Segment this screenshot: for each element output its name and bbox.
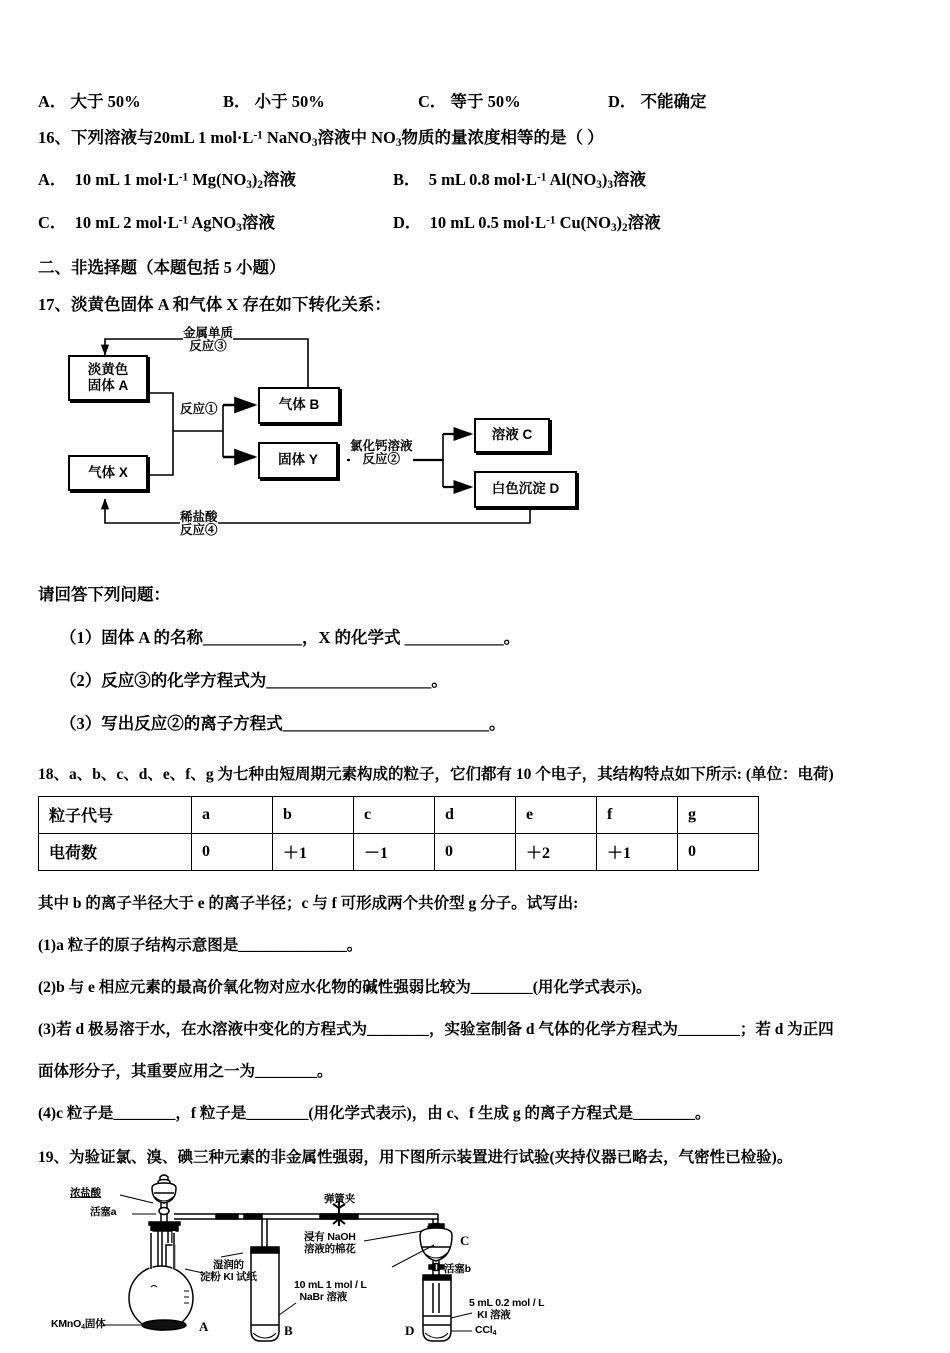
q16-option-b (393, 166, 748, 191)
flow-label-reaction-3-text: 反应③ (189, 339, 227, 354)
label-kmno4-solid (51, 1318, 106, 1331)
flow-label-reaction-1-text: 反应① (180, 401, 218, 416)
q15-option-d-letter: D． (608, 92, 637, 111)
q16-option-a-mid: ) (251, 170, 258, 190)
q16-option-d-sub2: 2 (622, 221, 628, 234)
flow-box-solid-y-label: 固体 Y (278, 452, 318, 468)
label-stopcock-a: 活塞a (90, 1205, 117, 1218)
q16-option-b-sub1: 3 (596, 179, 602, 192)
label-kmno4-sub: 4 (81, 1322, 85, 1331)
label-kmno4-text: KMnO (51, 1317, 82, 1330)
q16-option-d-formula: Cu(NO (559, 212, 611, 232)
q15-option-b-letter: B． (223, 92, 251, 111)
flow-label-cacl2-solution (350, 440, 413, 468)
label-tube-b: B (284, 1322, 293, 1338)
q16-option-c-sub1: 3 (236, 221, 242, 234)
section-2-title: 二、非选择题（本题包括 5 小题） (38, 257, 286, 277)
q16-option-d-tail: 溶液 (627, 212, 661, 232)
q18-sub-4: (4)c 粒子是________，f 粒子是________(用化学式表示)，由 c、f 生成 g 的离子方程式是________。 (38, 1104, 711, 1122)
q16-stem-part5: 物质的量浓度相等的是（ ） (401, 128, 604, 147)
q16-stem-sub2: 3 (395, 137, 402, 150)
q16-option-a-sub1: 3 (246, 179, 252, 192)
flow-label-metal-element-text: 金属单质 (183, 325, 234, 340)
q16-stem-part2: 20mL 1 mol·L (153, 128, 254, 147)
q16-option-c (38, 209, 393, 234)
q16-stem-part1: 下列溶液与 (71, 128, 154, 147)
label-ki-solution (469, 1297, 544, 1321)
table-cell-header-code: 粒子代号 (39, 796, 192, 833)
flow-box-solid-y (258, 442, 338, 479)
q16-option-d-mid: ) (616, 212, 623, 232)
q16-option-b-sup: -1 (536, 171, 547, 184)
table-cell-charge-d: 0 (435, 833, 516, 870)
q16-option-b-sub2: 3 (607, 179, 613, 192)
flow-label-reaction-1 (180, 403, 218, 417)
label-spring-clamp: 弹簧夹 (324, 1192, 355, 1205)
q17-prompt: 请回答下列问题： (38, 584, 170, 604)
q15-option-c-letter: C． (418, 92, 447, 111)
q16-option-a (38, 166, 393, 191)
label-naoh-cotton-line1: 浸有 NaOH (304, 1230, 356, 1243)
q16-stem-sub1: 3 (311, 137, 318, 150)
q16-option-b-letter: B． (393, 170, 421, 190)
label-ki-line2: KI 溶液 (477, 1308, 511, 1321)
flow-box-precipitate-d (474, 471, 577, 508)
q16-option-d-sup: -1 (546, 213, 556, 226)
q18-sub-2: (2)b 与 e 相应元素的最高价氧化物对应水化物的碱性强弱比较为________(用化学式表示)。 (38, 978, 652, 996)
table-row (39, 796, 759, 833)
q18-sub-3b: 面体形分子，其重要应用之一为________。 (38, 1062, 333, 1080)
label-bulb-c: C (460, 1232, 470, 1248)
q19-apparatus-diagram (48, 1173, 545, 1348)
q16-option-c-conc: 10 mL 2 mol·L (74, 212, 179, 232)
q17-flowchart (60, 327, 620, 537)
q16-stem-part4: 溶液中 NO (317, 128, 396, 147)
flow-box-gas-b (258, 387, 340, 424)
label-nabr-line1: 10 mL 1 mol / L (294, 1278, 367, 1291)
label-kmno4-tail: 固体 (84, 1317, 106, 1330)
apparatus-drawing (48, 1173, 518, 1348)
flow-box-solid-a (68, 355, 148, 401)
q16-stem-sup: -1 (253, 129, 263, 142)
q16-option-a-conc: 10 mL 1 mol·L (74, 170, 179, 190)
q16-option-b-mid: ) (601, 170, 608, 190)
flow-box-solution-c-label: 溶液 C (491, 427, 533, 443)
table-row (39, 833, 759, 870)
q15-option-d (608, 88, 808, 112)
q18-stem: 18、a、b、c、d、e、f、g 为七种由短周期元素构成的粒子，它们都有 10 个电子，其结构特点如下所示: (单位：电荷) (38, 765, 834, 783)
q16-option-d-letter: D． (393, 212, 422, 232)
q16-option-a-letter: A． (38, 170, 67, 190)
q17-answer-block (38, 581, 918, 734)
flow-box-solution-c (474, 418, 550, 453)
flow-box-gas-x (68, 455, 148, 491)
q16-stem (38, 130, 918, 149)
flow-label-dilute-hcl-text: 稀盐酸 (180, 509, 218, 524)
q16-option-c-sup: -1 (178, 213, 189, 226)
q15-option-a (38, 88, 223, 112)
flow-box-precipitate-d-label: 白色沉淀 D (491, 481, 560, 497)
q16-option-a-sub2: 2 (257, 179, 264, 192)
q16-option-c-tail: 溶液 (241, 212, 275, 232)
q16-option-d (393, 209, 748, 234)
label-starch-ki-paper-line2: 淀粉 KI 试纸 (200, 1270, 257, 1283)
table-cell-code-b: b (273, 796, 354, 833)
flow-box-gas-x-label: 气体 X (88, 464, 128, 480)
table-cell-header-charge: 电荷数 (39, 833, 192, 870)
q16-option-c-formula: AgNO (191, 212, 237, 232)
table-cell-code-c: c (354, 796, 435, 833)
table-cell-code-g: g (678, 796, 759, 833)
table-cell-code-f: f (597, 796, 678, 833)
page-content (38, 88, 918, 1348)
q18-sub-3a: (3)若 d 极易溶于水，在水溶液中变化的方程式为________，实验室制备 d 气体的化学方程式为________；若 d 为正四 (38, 1020, 834, 1038)
q16-number: 16、 (38, 128, 71, 147)
label-stopcock-b: 活塞b (444, 1262, 471, 1275)
label-nabr-line2: NaBr 溶液 (299, 1290, 348, 1303)
q18-particle-table (38, 796, 759, 871)
label-concentrated-hcl: 浓盐酸 (70, 1186, 101, 1199)
table-cell-charge-b: ＋1 (273, 833, 354, 870)
q16-option-a-formula: Mg(NO (192, 170, 247, 190)
label-ccl4 (475, 1324, 496, 1337)
q15-options-row (38, 88, 918, 112)
flow-box-gas-b-label: 气体 B (278, 397, 320, 413)
label-naoh-cotton (304, 1231, 356, 1255)
q16-option-d-sub1: 3 (610, 221, 617, 234)
label-tube-d: D (405, 1322, 415, 1338)
table-cell-code-e: e (516, 796, 597, 833)
q15-option-a-text: 大于 50% (70, 92, 141, 111)
q19-stem: 19、为验证氯、溴、碘三种元素的非金属性强弱，用下图所示装置进行试验(夹持仪器已略去，气密性已检验)。 (38, 1148, 793, 1166)
q15-option-c-text: 等于 50% (450, 92, 521, 111)
q16-option-b-tail: 溶液 (613, 170, 646, 190)
label-flask-a: A (199, 1318, 209, 1334)
flow-label-cacl2-text: 氯化钙溶液 (350, 438, 413, 453)
q16-options-row-1 (38, 166, 918, 191)
q15-option-b-text: 小于 50% (254, 92, 325, 111)
q15-option-c (418, 88, 608, 112)
q15-option-a-letter: A． (38, 92, 67, 111)
table-cell-charge-e: ＋2 (516, 833, 597, 870)
q17-sub-3: （3）写出反应②的离子方程式_________________________。 (60, 713, 506, 733)
q16-option-c-letter: C． (38, 212, 67, 232)
label-starch-ki-paper (200, 1259, 257, 1283)
flow-label-reaction-2-text: 反应② (362, 452, 401, 467)
label-ccl4-text: CCl (475, 1323, 493, 1336)
q16-options-row-2 (38, 209, 918, 234)
label-nabr-solution (294, 1279, 367, 1303)
q18-sub-1: (1)a 粒子的原子结构示意图是______________。 (38, 936, 363, 954)
label-starch-ki-paper-line1: 湿润的 (212, 1258, 244, 1271)
q16-stem-part3: NaNO (262, 128, 312, 147)
table-cell-code-d: d (435, 796, 516, 833)
q15-option-b (223, 88, 418, 112)
label-ki-line1: 5 mL 0.2 mol / L (469, 1296, 545, 1309)
q17-sub-2: （2）反应③的化学方程式为____________________。 (60, 670, 448, 690)
q17-stem: 17、淡黄色固体 A 和气体 X 存在如下转化关系： (38, 294, 391, 314)
flow-label-dilute-hcl (180, 511, 218, 539)
q16-option-a-sup: -1 (178, 171, 189, 184)
flow-label-metal-element (183, 327, 233, 355)
table-cell-code-a: a (192, 796, 273, 833)
q15-option-d-text: 不能确定 (640, 92, 707, 111)
table-cell-charge-g: 0 (678, 833, 759, 870)
q17-sub-1: （1）固体 A 的名称____________，X 的化学式 ____________。 (60, 627, 521, 647)
q16-option-b-formula: Al(NO (549, 170, 597, 190)
q16-option-a-tail: 溶液 (263, 170, 297, 190)
flow-label-reaction-4-text: 反应④ (180, 523, 218, 538)
label-ccl4-sub: 4 (492, 1328, 497, 1337)
table-cell-charge-a: 0 (192, 833, 273, 870)
q16-option-b-conc: 5 mL 0.8 mol·L (428, 170, 537, 190)
label-naoh-cotton-line2: 溶液的棉花 (304, 1242, 356, 1255)
flow-box-solid-a-label: 淡黄色 固体 A (87, 362, 129, 393)
q16-option-d-conc: 10 mL 0.5 mol·L (429, 212, 547, 232)
table-cell-charge-c: －1 (354, 833, 435, 870)
table-cell-charge-f: ＋1 (597, 833, 678, 870)
q18-note: 其中 b 的离子半径大于 e 的离子半径；c 与 f 可形成两个共价型 g 分子。试写出: (38, 894, 579, 912)
